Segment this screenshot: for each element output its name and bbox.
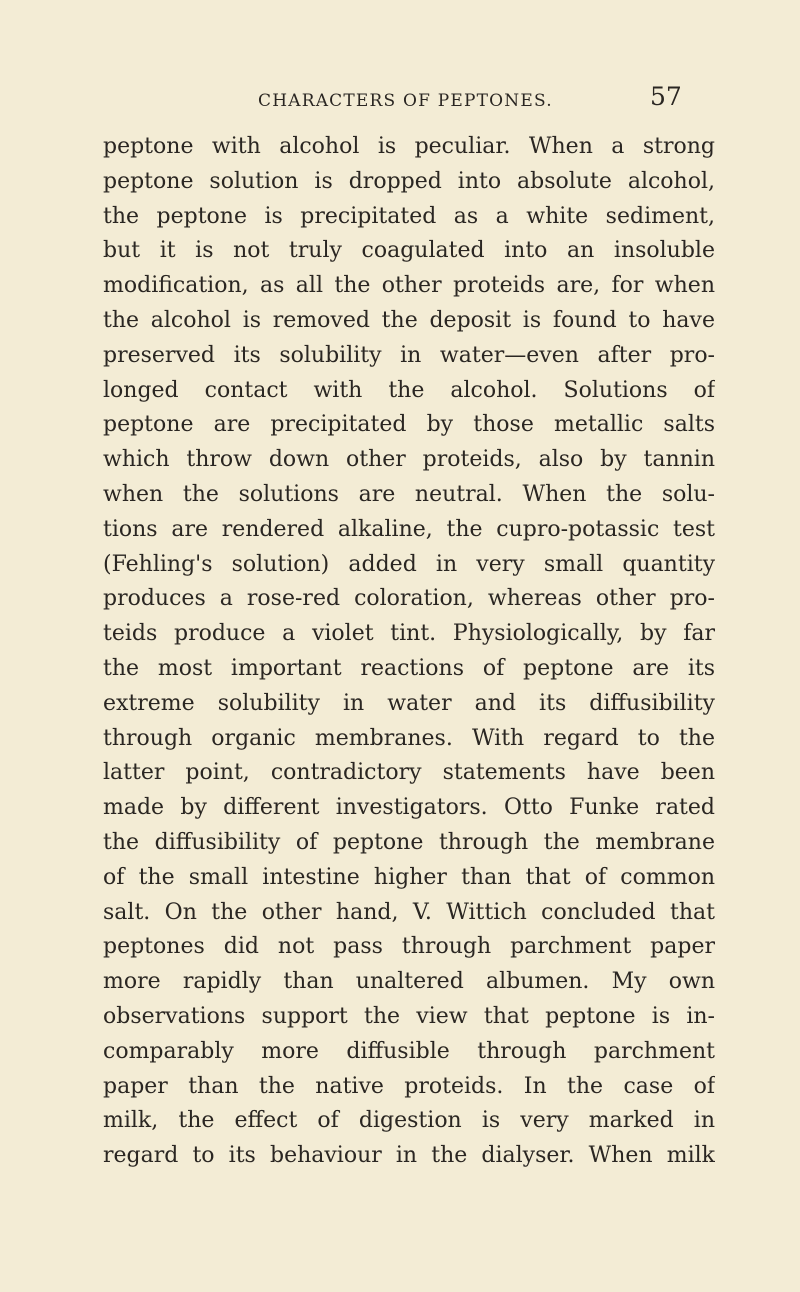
text-line: latter point, contradictory statements have been	[103, 760, 715, 786]
text-line: produces a rose-red coloration, whereas other pro-	[103, 586, 715, 612]
text-line: but it is not truly coagulated into an insoluble	[103, 238, 715, 264]
text-line: extreme solubility in water and its diffusibility	[103, 690, 715, 716]
text-line: more rapidly than unaltered albumen. My own	[103, 969, 715, 995]
text-line: longed contact with the alcohol. Solutions of	[103, 377, 715, 403]
body-text	[103, 130, 715, 1174]
text-line: which throw down other proteids, also by tannin	[103, 447, 715, 473]
running-head	[0, 82, 800, 120]
text-line: milk, the effect of digestion is very marked in	[103, 1108, 715, 1134]
text-line: comparably more diffusible through parchment	[103, 1038, 715, 1064]
text-line: the diffusibility of peptone through the membrane	[103, 829, 715, 855]
text-line: modification, as all the other proteids are, for when	[103, 273, 715, 299]
page-number: 57	[650, 82, 682, 111]
text-line: peptone are precipitated by those metallic salts	[103, 412, 715, 438]
text-line: tions are rendered alkaline, the cupro-potassic test	[103, 516, 715, 542]
text-line: salt. On the other hand, V. Wittich concluded that	[103, 899, 715, 925]
text-line: peptones did not pass through parchment paper	[103, 934, 715, 960]
text-line: observations support the view that peptone is in-	[103, 1003, 715, 1029]
text-line: preserved its solubility in water—even after pro-	[103, 342, 715, 368]
text-line: paper than the native proteids. In the case of	[103, 1073, 715, 1099]
text-line: the peptone is precipitated as a white sediment,	[103, 203, 715, 229]
text-line: of the small intestine higher than that of common	[103, 864, 715, 890]
text-line: peptone solution is dropped into absolute alcohol,	[103, 168, 715, 194]
text-line: teids produce a violet tint. Physiologically, by far	[103, 621, 715, 647]
text-line: made by different investigators. Otto Funke rated	[103, 795, 715, 821]
text-line: regard to its behaviour in the dialyser. When milk	[103, 1143, 715, 1169]
text-line: peptone with alcohol is peculiar. When a strong	[103, 134, 715, 159]
text-line: (Fehling's solution) added in very small quantity	[103, 551, 715, 577]
text-line: the alcohol is removed the deposit is found to have	[103, 307, 715, 333]
running-title: CHARACTERS OF PEPTONES.	[258, 91, 553, 111]
text-line: the most important reactions of peptone are its	[103, 655, 715, 681]
text-line: when the solutions are neutral. When the solu-	[103, 481, 715, 507]
text-line: through organic membranes. With regard to the	[103, 725, 715, 751]
